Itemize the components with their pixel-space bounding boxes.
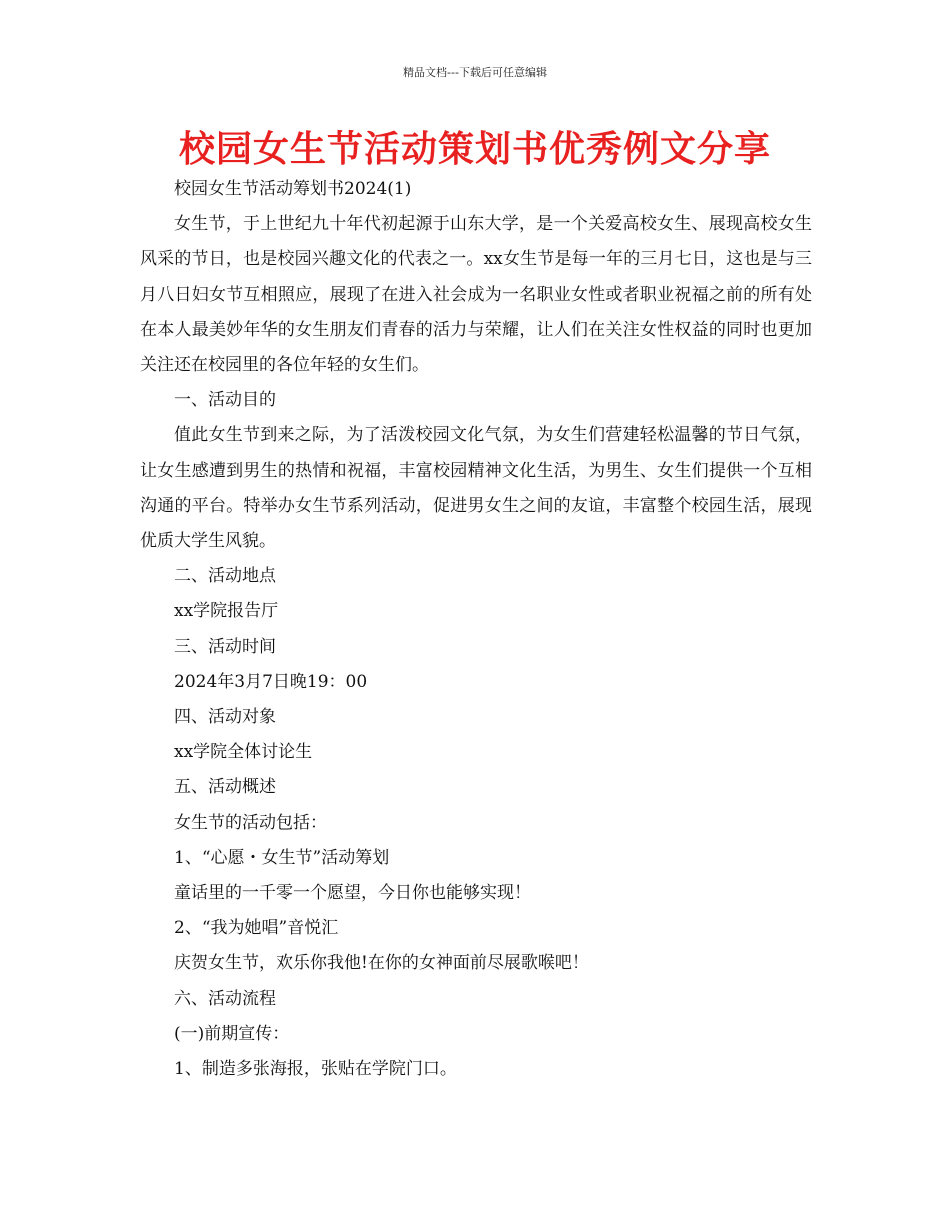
subtitle: 校园女生节活动筹划书2024(1) bbox=[174, 179, 412, 199]
section-heading-process: 六、活动流程 bbox=[174, 988, 276, 1009]
section-heading-audience: 四、活动对象 bbox=[174, 707, 276, 728]
audience-text: xx学院全体讨论生 bbox=[174, 742, 313, 763]
time-text: 2024年3月7日晚19：00 bbox=[174, 671, 368, 692]
list-item: 1、“心愿・女生节”活动筹划 bbox=[174, 847, 390, 868]
intro-paragraph: 女生节，于上世纪九十年代初起源于山东大学，是一个关爱高校女生、展现高校女生风采的节日，也是校园兴趣文化的代表之一。xx女生节是每一年的三月七日，这也是与三月八日妇女节互相照应，展现了在进入社会成为一名职业女性或者职业祝福之前的所有处在本人最美妙年华的女生朋友们青春的活力与荣耀，让人们在关注女性权益的同时也更加关注还在校园里的各位年轻的女生们。 bbox=[140, 214, 812, 376]
list-item: 1、制造多张海报，张贴在学院门口。 bbox=[174, 1059, 457, 1080]
section-heading-time: 三、活动时间 bbox=[174, 636, 276, 657]
subsection-heading: (一)前期宣传： bbox=[174, 1023, 290, 1044]
header-note: 精品文档---下载后可任意编辑 bbox=[403, 66, 547, 79]
list-item-desc: 庆贺女生节，欢乐你我他!在你的女神面前尽展歌喉吧！ bbox=[174, 953, 589, 974]
document-title: 校园女生节活动策划书优秀例文分享 bbox=[178, 129, 771, 170]
section-heading-location: 二、活动地点 bbox=[174, 566, 276, 587]
list-item-desc: 童话里的一千零一个愿望，今日你也能够实现！ bbox=[174, 883, 531, 904]
purpose-paragraph: 值此女生节到来之际，为了活泼校园文化气氛，为女生们营建轻松温馨的节日气氛，让女生感遭到男生的热情和祝福，丰富校园精神文化生活，为男生、女生们提供一个互相沟通的平台。特举办女生节系列活动，促进男女生之间的友谊，丰富整个校园生活，展现优质大学生风貌。 bbox=[140, 425, 812, 552]
section-heading-purpose: 一、活动目的 bbox=[174, 390, 276, 411]
list-item: 2、“我为她唱”音悦汇 bbox=[174, 918, 339, 939]
document-body bbox=[140, 172, 812, 1087]
location-text: xx学院报告厅 bbox=[174, 601, 279, 622]
overview-intro: 女生节的活动包括： bbox=[174, 812, 327, 833]
section-heading-overview: 五、活动概述 bbox=[174, 777, 276, 798]
